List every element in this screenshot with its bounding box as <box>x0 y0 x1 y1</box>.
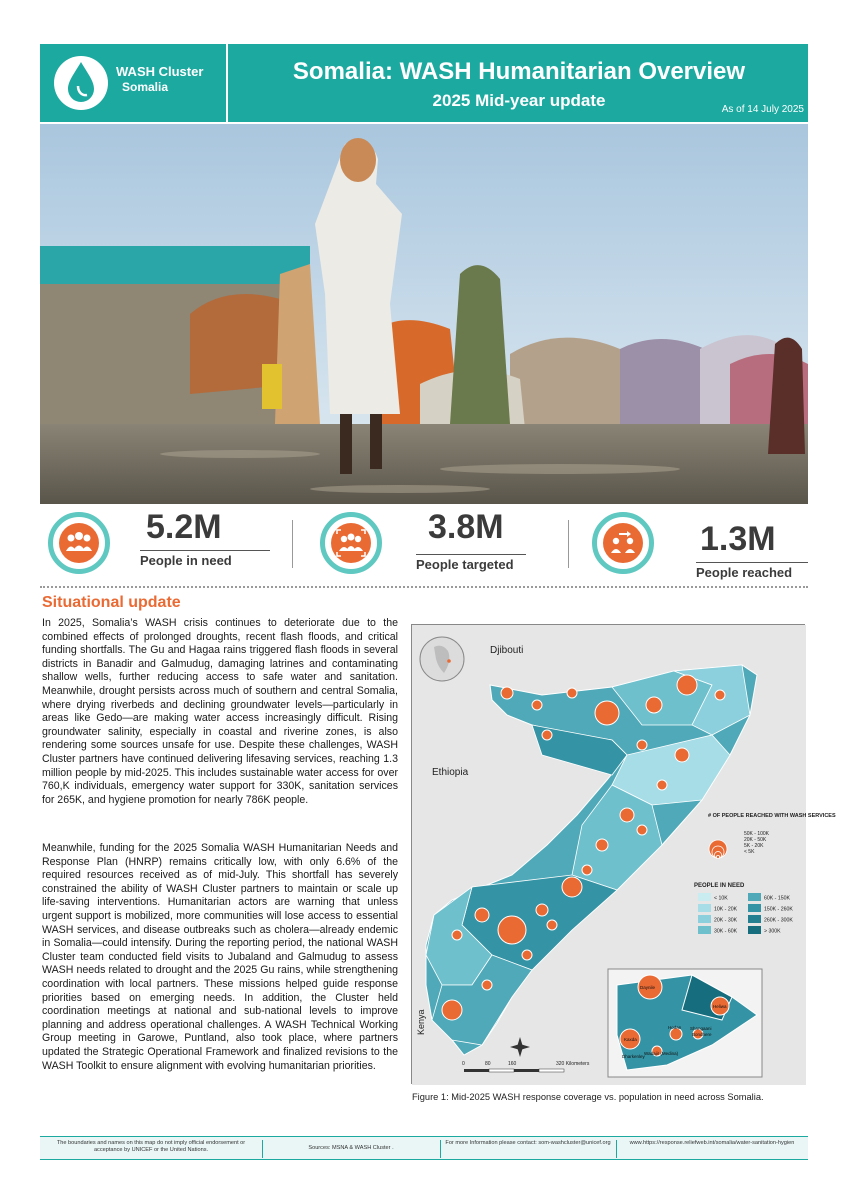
header-divider <box>226 44 228 122</box>
legend-pin-label: 20K - 30K <box>714 917 738 924</box>
kpi-separator <box>292 520 293 568</box>
header-banner <box>40 44 808 122</box>
legend-pin-title: PEOPLE IN NEED <box>694 883 745 889</box>
situation-paragraph-2: Meanwhile, funding for the 2025 Somalia WASH Humanitarian Needs and Response Plan (HNRP) remains critically low, with only 6.6% of the required resources received as of mid-July. This shortfall has severely constrained the ability of WASH Cluster partners to maintain or scale up life-saving interventions. Humanitarian actors are warning that unless urgent support is mobilized, more communities will lose access to essential WASH services, and disease outbreaks such as cholera—already endemic in Somalia—could intensify. During the reporting period, the national WASH Cluster team conducted field visits to Jubaland and Galmudug to assess WASH needs related to drought and the 2025 Gu rains, while strengthening coordination with local partners. These missions helped guide response priorities based on emerging needs. In addition, the Cluster held coordination meetings at national and sub-national levels to improve planning and address operational challenges. A WASH Technical Working Group meeting in Garowe, Puntland, also took place, where partners updated the Strategic Operational Framework and finalized revisions to the WASH Toolkit to ensure alignment with evolving humanitarian priorities. <box>42 842 398 1072</box>
people-in-need-icon <box>48 512 110 574</box>
kpi-value: 1.3M <box>700 520 776 558</box>
legend-reached-item: 20K - 50K <box>744 837 767 843</box>
inset-label: Kaxda <box>624 1037 637 1042</box>
map-label-djibouti: Djibouti <box>490 645 524 656</box>
people-targeted-icon <box>320 512 382 574</box>
legend-reached-item: 5K - 20K <box>744 843 764 849</box>
kpi-people-targeted <box>320 508 550 582</box>
kpi-value: 5.2M <box>146 508 222 546</box>
as-of-date: As of 14 July 2025 <box>721 104 804 115</box>
footer-link[interactable]: www.https://response.reliefweb.int/somalia/water-sanitation-hygien <box>629 1140 795 1146</box>
footer-contact: For more Information please contact: som-washcluster@unicef.org <box>445 1140 611 1146</box>
scale-tick: 80 <box>485 1061 491 1067</box>
scale-tick: 160 <box>508 1061 517 1067</box>
kpi-people-reached <box>592 512 808 582</box>
legend-reached-item: < 5K <box>744 849 755 855</box>
kpi-separator <box>568 520 569 568</box>
legend-pin-swatch <box>698 926 711 934</box>
legend-reached-title <box>708 813 836 819</box>
legend-pin-swatch <box>698 904 711 912</box>
page-subtitle: 2025 Mid-year update <box>432 91 606 110</box>
scale-tick: 320 Kilometers <box>556 1061 590 1067</box>
legend-reached-title-text: # OF PEOPLE REACHED WITH WASH SERVICES <box>708 813 836 819</box>
page-title: Somalia: WASH Humanitarian Overview <box>292 58 746 85</box>
footer-disclaimer: The boundaries and names on this map do not imply official endorsement or acceptance by UNICEF or the United Nations. <box>56 1140 246 1153</box>
legend-pin-swatch <box>748 915 761 923</box>
legend-pin-swatch <box>748 926 761 934</box>
legend-pin-label: < 10K <box>714 895 728 902</box>
cover-photo <box>40 124 808 504</box>
legend-pin-label: 60K - 150K <box>764 895 790 902</box>
situation-paragraph-1: In 2025, Somalia’s WASH crisis continues to deteriorate due to the combined effects of prolonged droughts, recent flash floods, and critical funding shortfalls. The Gu and Hagaa rains triggered flash floods in several districts in Banadir and Galmudug, damaging latrines and contaminating shallow wells, further reducing access to safe water and sanitation. Meanwhile, drought persists across much of southern and central Somalia, where drying riverbeds and declining groundwater levels—particularly in areas like Gedo—are making water access increasingly difficult. Rising groundwater salinity, especially in coastal and riverine zones, is also rendering some sources unsafe for use. Despite these challenges, WASH Cluster partners have continued delivering lifesaving services, reaching 1.3 million people by mid-2025. This includes sustainable water access for over 760,K individuals, emergency water support for 330K, sanitation services for 265K, and hygiene promotion for nearly 786K people. <box>42 617 398 806</box>
legend-reached-item: 50K - 100K <box>744 831 770 837</box>
inset-label: Hodan <box>668 1025 682 1030</box>
legend-pin-label: > 300K <box>764 928 781 935</box>
inset-label: Bondhere <box>692 1032 712 1037</box>
legend-pin-label: 30K - 60K <box>714 928 738 935</box>
footer-separator <box>440 1140 441 1158</box>
footer-sources: Sources: MSNA & WASH Cluster . <box>308 1145 394 1151</box>
map-label-ethiopia: Ethiopia <box>432 767 469 778</box>
legend-pin-swatch <box>748 893 761 901</box>
inset-label: Heliwa <box>713 1004 727 1009</box>
legend-pin-swatch <box>748 904 761 912</box>
inset-label: Dharkenley <box>622 1054 645 1059</box>
footer-separator <box>262 1140 263 1158</box>
legend-pin-label: 10K - 20K <box>714 906 738 913</box>
legend-pin-label: 260K - 300K <box>764 917 793 924</box>
inset-label: Shangaani <box>690 1026 712 1031</box>
footer <box>40 1136 808 1160</box>
kpi-value: 3.8M <box>428 508 504 546</box>
scale-tick: 0 <box>462 1061 465 1067</box>
map-caption: Figure 1: Mid-2025 WASH response coverage vs. population in need across Somalia. <box>412 1092 764 1102</box>
kpi-people-in-need <box>48 508 278 582</box>
section-divider <box>40 586 808 588</box>
map-label-kenya: Kenya <box>416 1009 426 1035</box>
legend-pin-swatch <box>698 915 711 923</box>
kpi-label: People in need <box>140 550 270 568</box>
kpi-label: People reached <box>696 562 808 580</box>
cluster-name: WASH Cluster <box>116 64 204 79</box>
legend-pin-label: 150K - 260K <box>764 906 793 913</box>
cluster-country: Somalia <box>122 80 169 94</box>
people-reached-icon <box>592 512 654 574</box>
footer-separator <box>616 1140 617 1158</box>
situational-update-heading: Situational update <box>42 594 181 611</box>
kpi-label: People targeted <box>416 554 526 572</box>
inset-label: Wadajir (Medina) <box>644 1051 679 1056</box>
wash-cluster-logo <box>54 56 108 110</box>
inset-label: Daynile <box>640 985 656 990</box>
legend-pin-swatch <box>698 893 711 901</box>
somalia-wash-map <box>411 624 836 1084</box>
